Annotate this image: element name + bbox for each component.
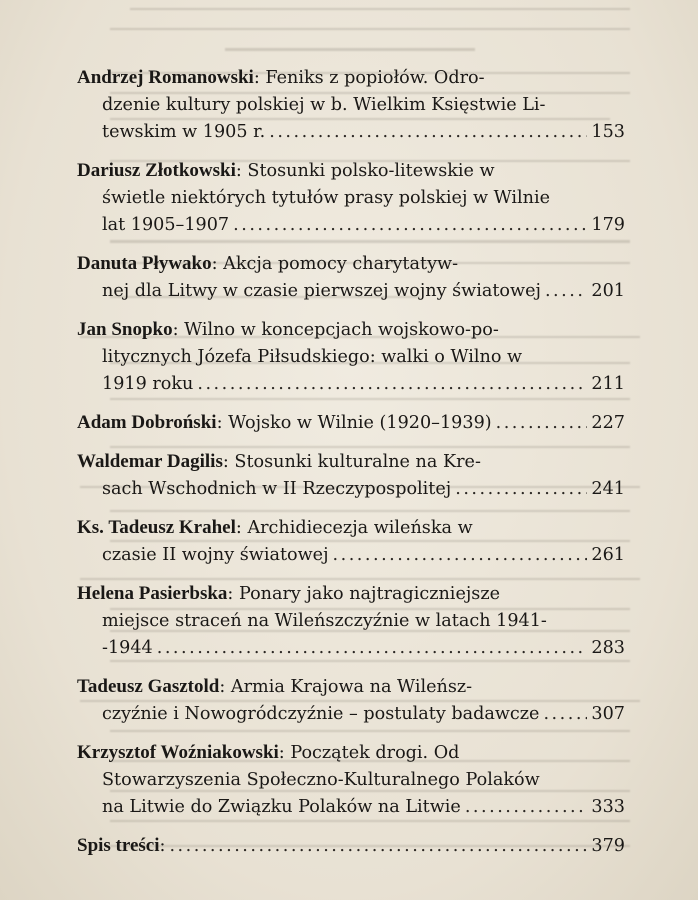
toc-leader-line	[77, 278, 625, 306]
toc-author: Waldemar Dagilis	[77, 451, 223, 472]
toc-title-line: Stosunki polsko-litewskie w	[247, 161, 495, 181]
toc-author: Krzysztof Woźniakowski	[77, 742, 279, 763]
toc-entry	[77, 157, 625, 239]
toc-leader-line	[77, 794, 625, 822]
toc-page-number: 333	[591, 797, 625, 817]
toc-author: Tadeusz Gasztold	[77, 676, 220, 697]
toc-title-line: nej dla Litwy w czasie pierwszej wojny światowej	[102, 280, 541, 301]
toc-page-number: 261	[591, 544, 625, 565]
toc-title-line: dzenie kultury polskiej w b. Wielkim Księstwie Li-	[102, 94, 546, 115]
toc-entry-first-line: Adam Dobroński: Wojsko w Wilnie (1920–1939)	[77, 412, 492, 433]
toc-author: Ks. Tadeusz Krahel	[77, 517, 236, 538]
toc-entry	[77, 739, 625, 821]
toc-entry	[77, 409, 625, 437]
toc-entry-first-line: Helena Pasierbska: Ponary jako najtragiczniejsze	[77, 583, 501, 604]
toc-author: Jan Snopko	[77, 319, 173, 340]
toc-author: Danuta Pływako	[77, 253, 212, 274]
toc-title-line: Archidiecezja wileńska w	[247, 518, 473, 538]
toc-title-line: Armia Krajowa na Wileńsz-	[230, 677, 473, 697]
toc-title-line: 1919 roku	[102, 374, 194, 394]
toc-entry	[77, 514, 625, 569]
toc-title-line: Początek drogi. Od	[290, 743, 460, 763]
toc-entry	[77, 580, 625, 662]
toc-entry	[77, 832, 625, 860]
toc-title-line: czasie II wojny światowej	[102, 544, 329, 565]
dot-leader	[543, 701, 587, 729]
toc-entry-first-line: Spis treści:	[77, 835, 166, 856]
toc-page-number: 227	[591, 413, 625, 433]
dot-leader	[465, 794, 588, 822]
toc-title-line: miejsce straceń na Wileńszczyźnie w latach 1941-	[102, 610, 547, 631]
toc-page-number: 153	[591, 122, 625, 142]
toc-entry	[77, 250, 625, 305]
toc-page-number: 307	[591, 703, 625, 724]
toc-leader-line	[77, 701, 625, 729]
toc-title-line: lat 1905–1907	[102, 215, 230, 235]
toc-leader-line	[77, 119, 625, 147]
toc-page-number: 201	[591, 280, 625, 301]
dot-leader	[455, 476, 587, 504]
toc-title-line: Akcja pomocy charytatyw-	[223, 254, 459, 274]
toc-entry-first-line: Ks. Tadeusz Krahel: Archidiecezja wileńska w	[77, 517, 473, 538]
dot-leader	[496, 410, 588, 438]
toc-author: Andrzej Romanowski	[77, 67, 254, 88]
toc-author: Adam Dobroński	[77, 412, 217, 433]
toc-title-line: tewskim w 1905 r.	[102, 122, 266, 142]
toc-entry-first-line: Dariusz Złotkowski: Stosunki polsko-litewskie w	[77, 160, 495, 181]
toc-leader-line	[77, 476, 625, 504]
toc-entry-first-line: Krzysztof Woźniakowski: Początek drogi. Od	[77, 742, 460, 763]
dot-leader	[233, 212, 587, 240]
dot-leader	[269, 119, 587, 147]
dot-leader	[197, 371, 587, 399]
toc-leader-line	[77, 832, 625, 860]
toc-author: Spis treści	[77, 835, 160, 856]
toc-leader-line	[77, 542, 625, 570]
toc-title-line: na Litwie do Związku Polaków na Litwie	[102, 797, 461, 817]
toc-entry	[77, 316, 625, 398]
toc-title-line: Wilno w koncepcjach wojskowo-po-	[184, 320, 499, 340]
toc-entry-first-line: Waldemar Dagilis: Stosunki kulturalne na Kre-	[77, 451, 481, 472]
toc-entry-first-line: Jan Snopko: Wilno w koncepcjach wojskowo-po-	[77, 319, 499, 340]
toc-page-number: 179	[591, 215, 625, 235]
table-of-contents	[77, 64, 625, 860]
dot-leader	[157, 635, 588, 663]
dot-leader	[169, 833, 587, 861]
toc-page-number: 211	[591, 374, 625, 394]
toc-page-number: 241	[591, 478, 625, 499]
toc-title-line: czyźnie i Nowogródczyźnie – postulaty badawcze	[102, 703, 540, 724]
toc-leader-line	[77, 409, 625, 437]
toc-title-line: Feniks z popiołów. Odro-	[265, 68, 485, 88]
toc-entry	[77, 64, 625, 146]
toc-leader-line	[77, 212, 625, 240]
toc-title-line: Stosunki kulturalne na Kre-	[234, 452, 481, 472]
toc-title-line: sach Wschodnich w II Rzeczypospolitej	[102, 478, 452, 499]
toc-entry-first-line: Tadeusz Gasztold: Armia Krajowa na Wileńsz-	[77, 676, 473, 697]
toc-leader-line	[77, 371, 625, 399]
toc-title-line: Ponary jako najtragiczniejsze	[238, 584, 501, 604]
toc-entry	[77, 448, 625, 503]
toc-author: Dariusz Złotkowski	[77, 160, 236, 181]
toc-leader-line	[77, 635, 625, 663]
toc-author: Helena Pasierbska	[77, 583, 228, 604]
dot-leader	[545, 278, 587, 306]
toc-page-number: 283	[591, 638, 625, 658]
dot-leader	[333, 542, 588, 570]
toc-entry-first-line: Danuta Pływako: Akcja pomocy charytatyw-	[77, 253, 459, 274]
toc-title-line: Stowarzyszenia Społeczno-Kulturalnego Polaków	[102, 769, 540, 790]
toc-page-number: 379	[591, 836, 625, 856]
toc-title-line: świetle niektórych tytułów prasy polskiej w Wilnie	[102, 187, 551, 208]
toc-entry	[77, 673, 625, 728]
toc-title-line: -1944	[102, 638, 153, 658]
toc-title-line: Wojsko w Wilnie (1920–1939)	[228, 413, 492, 433]
toc-entry-first-line: Andrzej Romanowski: Feniks z popiołów. Odro-	[77, 67, 485, 88]
toc-title-line: litycznych Józefa Piłsudskiego: walki o Wilno w	[102, 346, 523, 367]
